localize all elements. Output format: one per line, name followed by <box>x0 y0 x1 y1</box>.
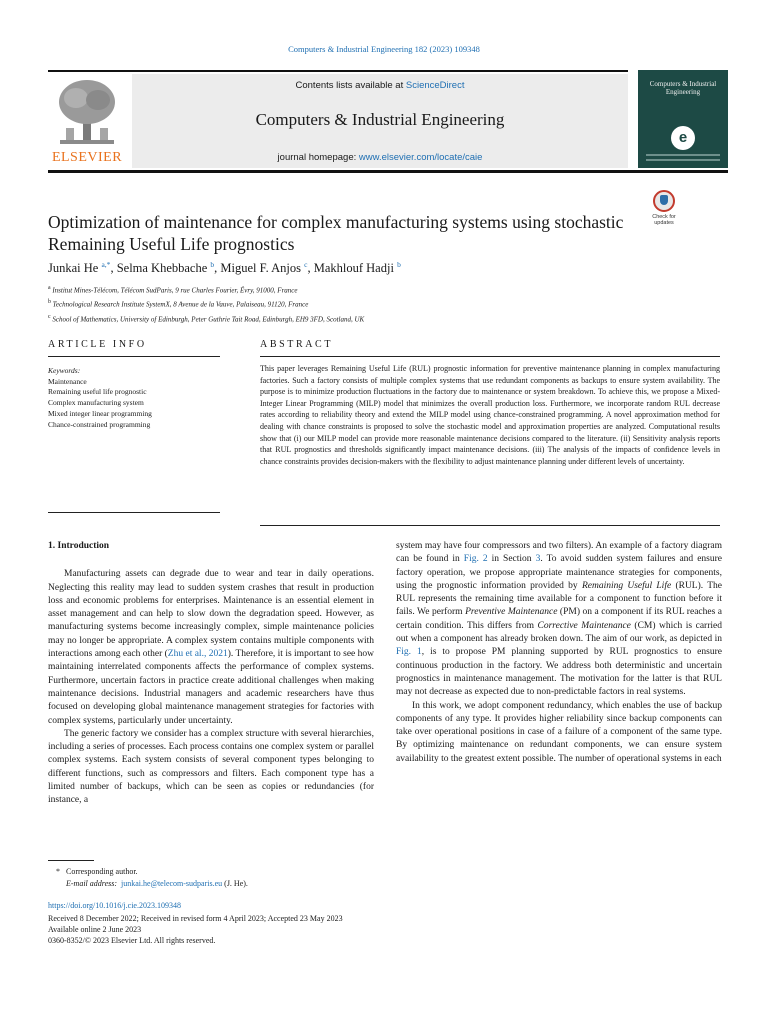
paragraph-text: (RUL). The RUL represents the remaining time available for a component to function before it fails. We perform <box>396 580 722 618</box>
keywords-block <box>48 366 220 430</box>
paragraph-text: Manufacturing assets can degrade due to wear and tear in daily operations. Neglecting this reality may lead to sudden system crashes that result in production loss and economic problems for enterprises. Maintenance is an essential element in asset management and can help to slow down the degradation speed. However, as manufacturing systems become increasingly complex, simple maintenance policies may no longer be appropriate. A complex system contains multiple components with interactions among each other ( <box>48 569 374 660</box>
abstract-top-rule <box>260 356 720 357</box>
author-name[interactable]: Makhlouf Hadji <box>313 261 394 276</box>
doi-link[interactable]: https://doi.org/10.1016/j.cie.2023.109348 <box>48 901 181 910</box>
journal-cover-image[interactable] <box>638 70 728 168</box>
journal-info-panel <box>132 74 628 168</box>
author-affiliation-mark[interactable]: c <box>304 260 308 269</box>
corresponding-line <box>56 866 356 878</box>
cover-decoration <box>646 154 720 156</box>
affiliation-list <box>48 282 708 325</box>
paragraph-text: (PM) on a component if its RUL reaches a certain condition. This differs from <box>396 607 722 631</box>
author-affiliation-mark[interactable]: a,* <box>101 260 111 269</box>
paragraph-text: , is to propose PM planning supported by RUL prognostics to ensure continuous production in the factory. We address both deterministic and uncertain prognostics in maintenance management. The motivation for the latter is that RUL may not decrease as expected due to non-predictable factors in real systems. <box>396 647 722 698</box>
author-email-link[interactable]: junkai.he@telecom-sudparis.eu <box>121 879 223 888</box>
affiliation-text: School of Mathematics, University of Edinburgh, Peter Guthrie Tait Road, Edinburgh, EH9 3FD, Scotland, UK <box>52 314 365 323</box>
affiliation-mark: c <box>48 313 51 320</box>
masthead-top-rule <box>48 70 628 72</box>
journal-title: Computers & Industrial Engineering <box>255 110 505 129</box>
citation-link-zhu-2021[interactable]: Zhu et al., 2021 <box>167 649 228 660</box>
contents-prefix: Contents lists available at <box>295 80 406 91</box>
article-info-heading: ARTICLE INFO <box>48 339 147 350</box>
copyright-notice: 0360-8352/© 2023 Elsevier Ltd. All rights reserved. <box>48 936 216 945</box>
section-3-link[interactable]: 3 <box>535 554 541 565</box>
keyword-item: Chance-constrained programming <box>48 419 151 429</box>
homepage-line <box>132 152 628 163</box>
received-dates: Received 8 December 2022; Received in revised form 4 April 2023; Accepted 23 May 2023 <box>48 914 343 923</box>
body-paragraph <box>48 568 374 728</box>
publication-info <box>48 900 548 946</box>
paragraph-text: ). Therefore, it is important to see how maintaining interrelated components affects the performance of complex systems. Furthermore, uncertain factors in practice create additional challenges when making maintenance decisions. Industrial managers and academic researchers have thus focused on developing global maintenance management strategies for factories with complex systems, particularly under uncertainty. <box>48 649 375 726</box>
article-info-top-rule <box>48 356 220 357</box>
term-rul: Remaining Useful Life <box>581 580 672 591</box>
publisher-name: ELSEVIER <box>51 150 123 165</box>
affiliation-item <box>48 311 708 325</box>
author-list <box>48 260 648 276</box>
author-affiliation-mark[interactable]: b <box>397 260 401 269</box>
figure-2-link[interactable]: Fig. 2 <box>463 554 488 565</box>
journal-homepage-link[interactable]: www.elsevier.com/locate/caie <box>358 152 483 163</box>
footnote-rule <box>48 860 94 861</box>
check-updates-icon <box>653 190 675 212</box>
body-column-right <box>396 540 722 766</box>
affiliation-item <box>48 296 708 310</box>
sciencedirect-link[interactable]: ScienceDirect <box>405 80 465 91</box>
check-updates-label: Check for updates <box>652 214 676 226</box>
corresponding-author-footnote <box>56 866 356 890</box>
body-column-left <box>48 540 374 808</box>
body-paragraph: The generic factory we consider has a complex structure with several hierarchies, including a series of processes. Each process contains one complex system or parallel complex systems. Each system consists of several component types belonging to different functions, such as compressors and filters. Each component type has a limited number of backups, which can be seen as copies or redundancies (for instance, a <box>48 728 374 806</box>
email-line <box>56 878 356 890</box>
term-corrective-maintenance: Corrective Maintenance <box>537 620 631 631</box>
keyword-item: Remaining useful life prognostic <box>48 387 147 397</box>
article-info-bottom-rule <box>48 512 220 513</box>
body-paragraph: In this work, we adopt component redundancy, which enables the use of backup components of any type. It provides higher reliability since backup components can take over operational positions in case of a failure of a component of the same type. By optimizing maintenance on redundant components, we can ensure system availability to the greatest extent possible. The number of operational systems in each <box>396 700 722 764</box>
journal-reference-link[interactable]: Computers & Industrial Engineering 182 (2023) 109348 <box>288 44 480 54</box>
paragraph-text: (CM) which is carried out when a component has already broken down. The aim of our work, as depicted in <box>396 620 722 645</box>
masthead-bottom-rule <box>48 170 728 173</box>
article-title: Optimization of maintenance for complex manufacturing systems using stochastic Remaining Useful Life prognostics <box>48 212 624 254</box>
check-for-updates-button[interactable] <box>646 190 682 230</box>
keyword-item: Mixed integer linear programming <box>48 408 152 418</box>
author-name[interactable]: Junkai He <box>48 261 99 276</box>
journal-masthead <box>48 70 728 172</box>
affiliation-mark: a <box>48 285 51 291</box>
contents-line <box>132 80 628 91</box>
homepage-prefix: journal homepage: <box>277 152 359 163</box>
corresponding-mark: * <box>56 867 60 876</box>
author-name[interactable]: Miguel F. Anjos <box>220 261 302 276</box>
cover-e-logo-icon: e <box>671 126 695 150</box>
doi-line <box>48 900 548 911</box>
author-name[interactable]: Selma Khebbache <box>116 261 208 276</box>
keyword-item: Maintenance <box>48 376 87 386</box>
keywords-label: Keywords: <box>48 366 81 375</box>
abstract-bottom-rule <box>260 525 720 526</box>
paragraph-text: system may have four compressors and two filters). An example of a factory diagram can be found in <box>396 541 722 565</box>
cover-decoration <box>646 159 720 161</box>
elsevier-tree-icon <box>56 78 118 148</box>
publisher-logo <box>48 78 126 164</box>
abstract-text: This paper leverages Remaining Useful Life (RUL) prognostic information for preventive maintenance planning in complex manufacturing factories. Such a factory consists of multiple complex systems that use redundant components as backups to ensure system availability. The purpose is to minimize production fluctuations in the factory due to maintenance or system breakdown. To achieve this, we propose a Mixed-Integer Linear Programming (MILP) model that minimizes the overall production loss. Furthermore, we incorporate random RUL decrease rates according to reliability theory and extend the MILP model using chance-constrained programming. A novel approximation method for dealing with chance constraints is proposed to solve the stochastic model and approximation properties are analyzed. Computational results show that (i) our MILP model can provide more reasonable maintenance decisions compared to the literature. (ii) Sensitivity analysis reports that RUL prognostics and thresholds significantly impact maintenance decisions. (iii) The analysis of the impacts of confidence levels in chance constraints provides decision-makers with the flexibility to adjust maintenance planning under different levels of uncertainty. <box>260 364 720 466</box>
author-separator: , <box>307 261 314 276</box>
paragraph-text: in Section <box>487 554 536 565</box>
affiliation-item <box>48 282 708 296</box>
paragraph-text: . To avoid sudden system failures and ensure factory operation, we propose appropriate maintenance strategies for components, using the prognostic information provided by <box>396 554 723 591</box>
available-online-date: Available online 2 June 2023 <box>48 925 142 934</box>
keyword-item: Complex manufacturing system <box>48 398 144 408</box>
affiliation-text: Technological Research Institute SystemX, 8 Avenue de la Vauve, Palaiseau, 91120, France <box>52 300 309 309</box>
figure-1-link[interactable]: Fig. 1 <box>396 647 422 658</box>
body-paragraph <box>396 540 722 700</box>
term-preventive-maintenance: Preventive Maintenance <box>465 607 558 618</box>
author-separator: , <box>110 261 117 276</box>
author-affiliation-mark[interactable]: b <box>210 260 215 269</box>
affiliation-text: Institut Mines-Télécom, Télécom SudParis, 9 rue Charles Fourier, Évry, 91000, France <box>52 286 298 295</box>
email-label: E-mail address: <box>66 879 118 888</box>
cover-title: Computers & Industrial Engineering <box>649 80 717 96</box>
author-separator: , <box>214 261 221 276</box>
abstract-heading: ABSTRACT <box>260 339 334 350</box>
email-suffix: (J. He). <box>224 879 248 888</box>
affiliation-mark: b <box>48 299 51 306</box>
corresponding-text: Corresponding author. <box>66 867 138 876</box>
section-heading-introduction: 1. Introduction <box>48 541 110 551</box>
